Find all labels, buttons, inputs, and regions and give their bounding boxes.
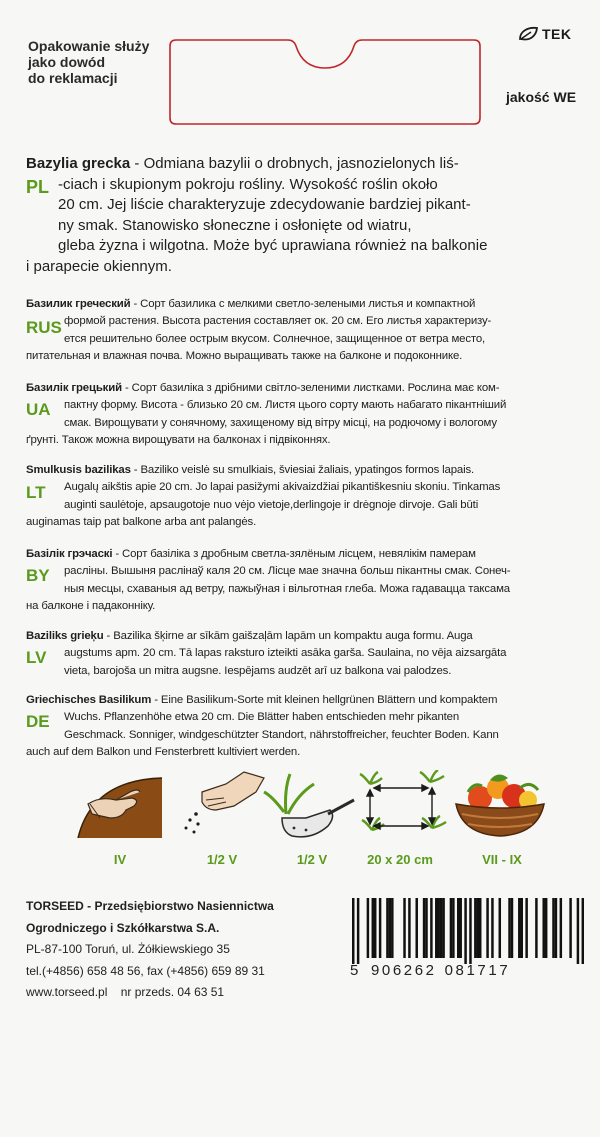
barcode-bar (415, 898, 417, 958)
barcode-bar (357, 898, 359, 964)
notice-line: Opakowanie służy (28, 38, 150, 54)
text-line: ныя месцы, схаваныя ад ветру, пажыўная і вільготная глеба. Можа гадавацца таксама (64, 582, 510, 595)
text-line: питательная и влажная почва. Можно выращивать также на балконе и подоконнике. (26, 350, 463, 363)
quality-label: jakość WE (506, 89, 577, 105)
barcode-bar (430, 898, 432, 958)
barcode-bar (508, 898, 510, 958)
description-text (26, 692, 572, 762)
company-name: TORSEED (26, 899, 84, 913)
step-label: VII - IX (482, 852, 522, 867)
notice-line: jako dowód (28, 54, 105, 70)
text-line: - Odmiana bazylii o drobnych, jasnozielonych liś- (130, 155, 459, 172)
barcode-bar (521, 898, 523, 958)
variety-title: Базілік грэчаскі (26, 548, 113, 560)
barcode-bar (450, 898, 452, 958)
lang-code: DE (26, 712, 50, 731)
text-line: auch auf dem Balkon und Fensterbrett kultiviert werden. (26, 746, 301, 759)
barcode-bar (452, 898, 454, 958)
variety-title: Bazylia grecka (26, 155, 131, 172)
text-line: 20 cm. Jej liście charakteryzuje zdecydowanie bardziej pikant- (58, 196, 471, 213)
barcode-bar (499, 898, 501, 958)
text-line: смак. Вирощувати у сонячному, захищеному від вітру місці, на родючому і вологому (64, 416, 497, 429)
barcode-bar (423, 898, 425, 958)
company-info (26, 896, 274, 1004)
text-line: gleba żyzna i wilgotna. Może być uprawiana również na balkonie (58, 237, 488, 254)
text-line: ny smak. Stanowisko słoneczne i osłonięte od wiatru, (58, 216, 412, 234)
text-line: augstums apm. 20 cm. Tā lapas raksturo izteikti asāka garša. Saulaina, no vēja aizsargāta (64, 647, 507, 660)
barcode-digits-left: 906262 (370, 962, 437, 979)
barcode-bar (542, 898, 544, 958)
description-text (26, 380, 572, 450)
barcode-number (350, 962, 588, 979)
company-line: - Przedsiębiorstwo Nasiennictwa (83, 899, 274, 913)
variety-title: Griechisches Basilikum (26, 694, 152, 706)
barcode-bar (491, 898, 493, 958)
barcode-bar (469, 898, 471, 964)
barcode-bar (379, 898, 381, 958)
lang-code: PL (26, 177, 50, 197)
text-line: auginti saulėtoje, apsaugotoje nuo vėjo vietoje,derlingoje ir drėgnoje dirvoje. Gali būti (64, 498, 479, 511)
barcode-digits-right: 081717 (444, 962, 511, 979)
barcode-bar (545, 898, 547, 958)
barcode-bar (352, 898, 354, 964)
hanging-window-outline (168, 38, 482, 126)
text-line: -ciach i skupionym pokroju rośliny. Wysokość roślin około (58, 175, 438, 193)
brand-text: TEK (542, 26, 572, 42)
barcode (352, 898, 584, 964)
text-line: - Eine Basilikum-Sorte mit kleinen hellgrünen Blättern und kompaktem (151, 694, 498, 706)
brand-logo (517, 24, 572, 44)
barcode-bar (525, 898, 527, 958)
text-line: vieta, barojoša un mitra augsne. Iespējams audzēt arī uz balkona vai palodzes. (64, 664, 452, 677)
company-line: Ogrodniczego i Szkółkarstwa S.A. (26, 920, 220, 935)
plant-spacing-grid-icon (352, 770, 452, 840)
barcode-bar (486, 898, 488, 958)
barcode-bar (435, 898, 437, 958)
lang-code: LT (26, 483, 46, 502)
harvest-basket-icon (450, 770, 550, 840)
barcode-bar (511, 898, 513, 958)
variety-title: Baziliks grieķu (26, 630, 104, 642)
company-address: PL-87-100 Toruń, ul. Żółkiewskiego 35 (26, 942, 230, 957)
step-label: 20 x 20 cm (367, 852, 433, 867)
hand-scattering-seeds-icon (172, 770, 272, 840)
text-line: i parapecie okiennym. (26, 257, 172, 275)
variety-title: Smulkusis bazilikas (26, 464, 131, 476)
text-line: - Сорт базиліка з дрібними світло-зеленими листками. Рослина має ком- (121, 382, 500, 394)
company-website: www.torseed.pl nr przeds. 04 63 51 (26, 985, 225, 1000)
text-line: ется решительно более острым вкусом. Солнечное, защищенное от ветра место, (64, 332, 486, 345)
text-line: auginamas taip pat balkone arba ant palangės. (26, 516, 257, 529)
barcode-digit-first: 5 (350, 962, 361, 979)
lang-code: UA (26, 400, 51, 419)
barcode-bar (459, 898, 461, 958)
lang-code: RUS (26, 318, 62, 337)
step-label: IV (113, 852, 127, 867)
text-line: Wuchs. Pflanzenhöhe etwa 20 cm. Die Blätter haben entschieden mehr pikanten (64, 711, 460, 724)
text-line: - Сорт базіліка з дробным светла-зялёным лісцем, невялікім памерам (112, 548, 476, 560)
barcode-bar (386, 898, 388, 958)
barcode-bar (479, 898, 481, 958)
barcode-bar (408, 898, 410, 958)
barcode-bar (518, 898, 520, 958)
step-label: 1/2 V (206, 852, 238, 867)
text-line: - Сорт базилика с мелкими светло-зелеными листья и компактной (130, 298, 476, 310)
barcode-bar (442, 898, 444, 958)
variety-title: Базилік грецький (26, 382, 122, 394)
barcode-bar (474, 898, 476, 958)
variety-title: Базилик греческий (26, 298, 131, 310)
barcode-bar (425, 898, 427, 958)
barcode-bar (577, 898, 579, 964)
lang-code: LV (26, 648, 47, 667)
description-text (26, 462, 572, 532)
description-text (26, 546, 572, 616)
text-line: формой растения. Высота растения составляет ок. 20 см. Его листья характеризу- (64, 315, 492, 328)
barcode-bar (582, 898, 584, 964)
barcode-bar (389, 898, 391, 958)
text-line: - Bazilika šķirne ar sīkām gaišzaļām lapām un kompaktu auga formu. Auga (103, 630, 473, 642)
barcode-bar (440, 898, 442, 958)
text-line: Augalų aikštis apie 20 cm. Jo lapai pasižymi akivaizdžiai pikantiškesniu skoniu. Tinkamas (64, 481, 501, 494)
barcode-bar (569, 898, 571, 958)
text-line: ґрунті. Також можна вирощувати на балконах і підвіконнях. (26, 434, 331, 447)
text-line: расліны. Вышыня раслінаў каля 20 см. Лісце мае значна больш пікантны смак. Сонеч- (64, 565, 511, 578)
step-label: 1/2 V (296, 852, 328, 867)
description-text (26, 628, 572, 680)
description-text (26, 296, 572, 366)
seedling-trowel-icon (262, 770, 362, 840)
barcode-bar (477, 898, 479, 958)
barcode-bar (374, 898, 376, 958)
company-phone: tel.(+4856) 658 48 56, fax (+4856) 659 89 31 (26, 963, 265, 978)
barcode-bar (437, 898, 439, 958)
lang-code: BY (26, 566, 50, 585)
hand-sowing-soil-icon (70, 770, 170, 840)
barcode-bar (535, 898, 537, 958)
barcode-bar (457, 898, 459, 958)
text-line: - Baziliko veislė su smulkiais, šviesiai žaliais, ypatingos formos lapais. (130, 464, 475, 476)
text-line: на балконе і падаконніку. (26, 600, 156, 613)
barcode-bar (372, 898, 374, 958)
barcode-bar (552, 898, 554, 958)
barcode-bar (403, 898, 405, 958)
barcode-bar (391, 898, 393, 958)
barcode-bar (555, 898, 557, 958)
barcode-bar (464, 898, 466, 964)
text-line: пактну форму. Висота - близько 20 см. Листя цього сорту мають набагато пікантніший (64, 399, 507, 412)
text-line: Geschmack. Sonniger, windgeschützter Standort, nährstoffreicher, feuchter Boden. Kann (64, 728, 499, 741)
barcode-bar (367, 898, 369, 958)
leaf-icon (517, 26, 539, 42)
barcode-bar (560, 898, 562, 958)
description-text (26, 154, 572, 277)
notice-line: do reklamacji (28, 70, 118, 86)
